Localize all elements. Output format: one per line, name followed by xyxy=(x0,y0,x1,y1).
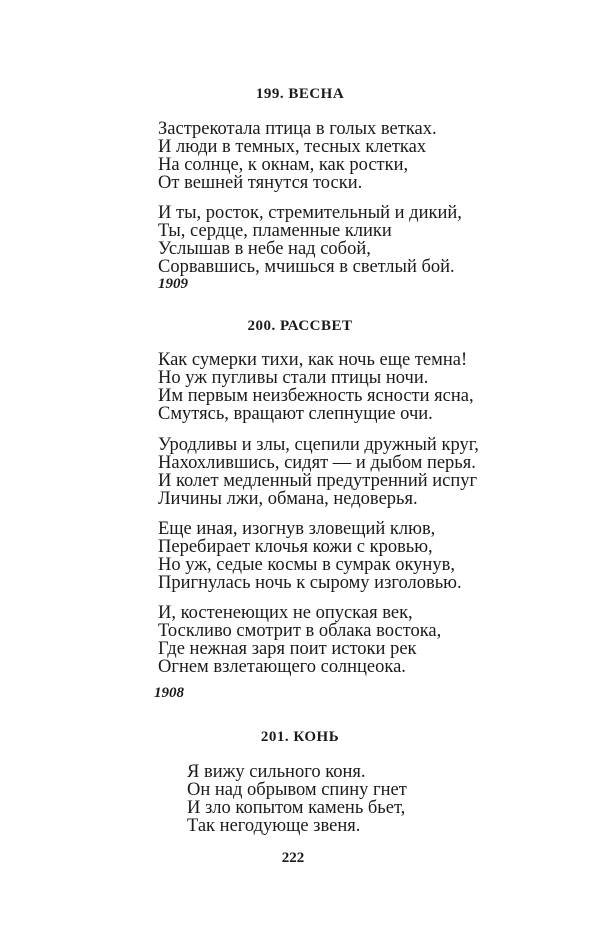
verse-line: Ты, сердце, пламенные клики xyxy=(158,221,392,241)
verse-line: Услышав в небе над собой, xyxy=(158,239,371,259)
verse-line: Как сумерки тихи, как ночь еще темна! xyxy=(158,350,468,370)
poem-title: 201. КОНЬ xyxy=(260,729,340,745)
poem-date: 1908 xyxy=(154,685,184,701)
verse-line: Тоскливо смотрит в облака востока, xyxy=(158,621,442,641)
verse-line: Застрекотала птица в голых ветках. xyxy=(158,119,437,139)
verse-line: Я вижу сильного коня. xyxy=(187,762,366,782)
verse-line: И зло копытом камень бьет, xyxy=(187,798,406,818)
verse-line: Им первым неизбежность ясности ясна, xyxy=(158,386,474,406)
page-number: 222 xyxy=(281,850,305,866)
stanza xyxy=(158,604,441,676)
verse-line: И колет медленный предутренний испуг xyxy=(158,471,478,491)
stanza xyxy=(158,351,474,423)
verse-line: От вешней тянутся тоски. xyxy=(158,173,363,193)
poem-title: 199. ВЕСНА xyxy=(255,86,345,102)
verse-line: Нахохлившись, сидят — и дыбом перья. xyxy=(158,453,476,473)
verse-line: Но уж, седые космы в сумрак окунув, xyxy=(158,555,455,575)
poem-date: 1909 xyxy=(158,276,188,292)
stanza xyxy=(187,763,407,835)
stanza xyxy=(158,436,479,508)
verse-line: И люди в темных, тесных клетках xyxy=(158,137,427,157)
verse-line: Он над обрывом спину гнет xyxy=(187,780,407,800)
verse-line: Уродливы и злы, сцепили дружный круг, xyxy=(158,435,479,455)
verse-line: Где нежная заря поит истоки рек xyxy=(158,639,417,659)
stanza xyxy=(158,204,462,276)
verse-line: Сорвавшись, мчишься в светлый бой. xyxy=(158,257,455,277)
verse-line: И, костенеющих не опуская век, xyxy=(158,603,413,623)
verse-line: Так негодующе звеня. xyxy=(187,816,361,836)
verse-line: Личины лжи, обмана, недоверья. xyxy=(158,489,418,509)
verse-line: И ты, росток, стремительный и дикий, xyxy=(158,203,462,223)
verse-line: Но уж пугливы стали птицы ночи. xyxy=(158,368,429,388)
verse-line: Перебирает клочья кожи с кровью, xyxy=(158,537,433,557)
verse-line: Огнем взлетающего солнцеока. xyxy=(158,657,406,677)
poem-title: 200. РАССВЕТ xyxy=(247,318,353,334)
verse-line: Еще иная, изогнув зловещий клюв, xyxy=(158,519,436,539)
verse-line: Пригнулась ночь к сырому изголовью. xyxy=(158,573,462,593)
verse-line: На солнце, к окнам, как ростки, xyxy=(158,155,409,175)
stanza xyxy=(158,120,437,192)
verse-line: Смутясь, вращают слепнущие очи. xyxy=(158,404,433,424)
stanza xyxy=(158,520,462,592)
